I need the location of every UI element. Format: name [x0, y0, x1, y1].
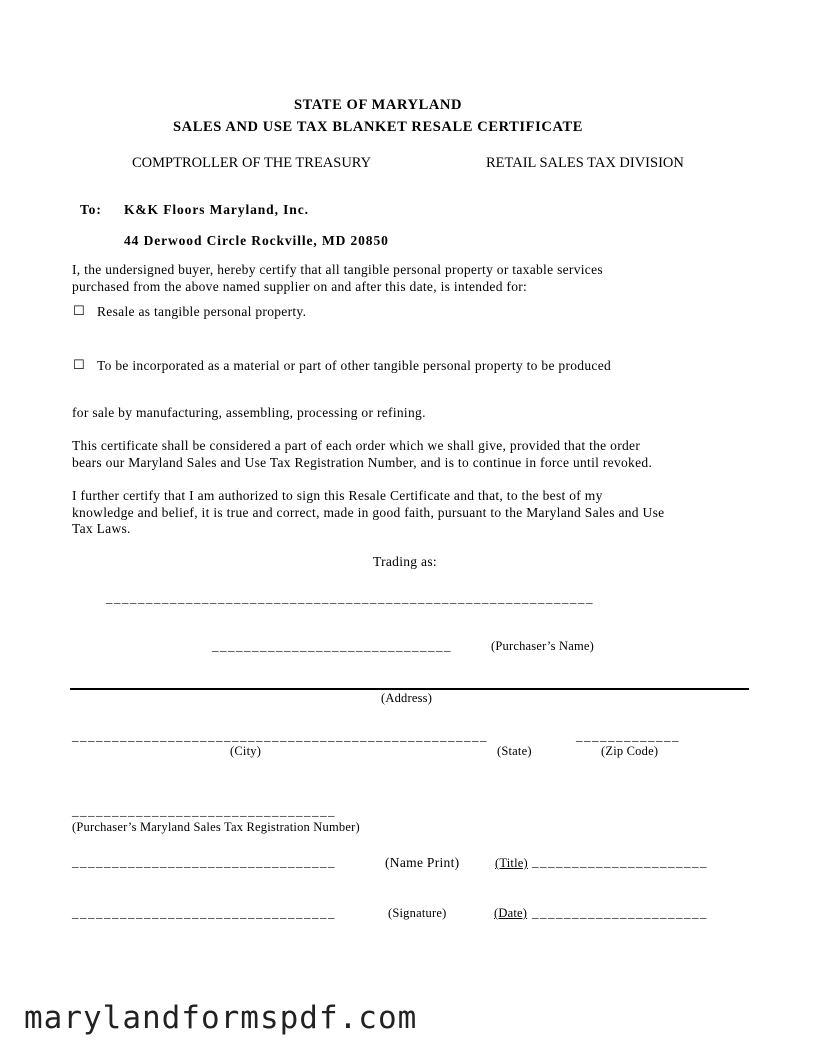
city-label: (City) [230, 744, 262, 758]
date-field[interactable]: ______________________ [532, 905, 708, 920]
zip-code-field[interactable]: _____________ [576, 728, 680, 743]
certificate-terms-line-2: bears our Maryland Sales and Use Tax Registration Number, and is to continue in force until revoked. [72, 455, 653, 470]
name-print-field[interactable]: _________________________________ [72, 854, 336, 869]
to-label: To: [80, 202, 102, 217]
purchaser-name-label: (Purchaser’s Name) [491, 639, 594, 653]
authorization-line-3: Tax Laws. [72, 521, 131, 536]
address-field[interactable] [70, 688, 749, 690]
trading-as-field[interactable]: _____________________________________________________________ [106, 590, 594, 605]
option-resale-label: Resale as tangible personal property. [97, 304, 307, 319]
trading-as-label: Trading as: [373, 554, 437, 569]
intro-line-2: purchased from the above named supplier on and after this date, is intended for: [72, 279, 528, 294]
signature-label: (Signature) [388, 906, 447, 920]
form-title-line2: SALES AND USE TAX BLANKET RESALE CERTIFICATE [173, 119, 583, 135]
state-label: (State) [497, 744, 532, 758]
registration-number-label: (Purchaser’s Maryland Sales Tax Registration Number) [72, 820, 360, 834]
division-label: RETAIL SALES TAX DIVISION [486, 155, 684, 171]
supplier-name: K&K Floors Maryland, Inc. [124, 202, 309, 217]
title-field[interactable]: ______________________ [532, 854, 708, 869]
form-title-line1: STATE OF MARYLAND [293, 97, 463, 113]
comptroller-label: COMPTROLLER OF THE TREASURY [132, 155, 372, 171]
incorporation-checkbox[interactable]: ☐ [73, 358, 85, 373]
authorization-line-2: knowledge and belief, it is true and correct, made in good faith, pursuant to the Maryland Sales and Use [72, 505, 665, 520]
option-incorporation-continued: for sale by manufacturing, assembling, processing or refining. [72, 405, 426, 420]
certificate-terms-line-1: This certificate shall be considered a part of each order which we shall give, provided that the order [72, 438, 641, 453]
zip-code-label: (Zip Code) [601, 744, 659, 758]
option-incorporation-label: To be incorporated as a material or part of other tangible personal property to be produced [97, 358, 612, 373]
title-label: (Title) [495, 856, 528, 870]
name-print-label: (Name Print) [385, 855, 460, 870]
purchaser-name-field[interactable]: ______________________________ [212, 638, 452, 653]
registration-number-field[interactable]: _________________________________ [72, 803, 336, 818]
city-state-field[interactable]: ____________________________________________________ [72, 728, 488, 743]
intro-line-1: I, the undersigned buyer, hereby certify that all tangible personal property or taxable services [72, 262, 603, 277]
site-watermark: marylandformspdf.com [24, 1000, 418, 1036]
supplier-address: 44 Derwood Circle Rockville, MD 20850 [124, 233, 389, 248]
address-label: (Address) [381, 691, 433, 705]
resale-checkbox[interactable]: ☐ [73, 304, 85, 319]
signature-field[interactable]: _________________________________ [72, 905, 336, 920]
date-label: (Date) [494, 906, 528, 920]
authorization-line-1: I further certify that I am authorized to sign this Resale Certificate and that, to the best of my [72, 488, 603, 503]
